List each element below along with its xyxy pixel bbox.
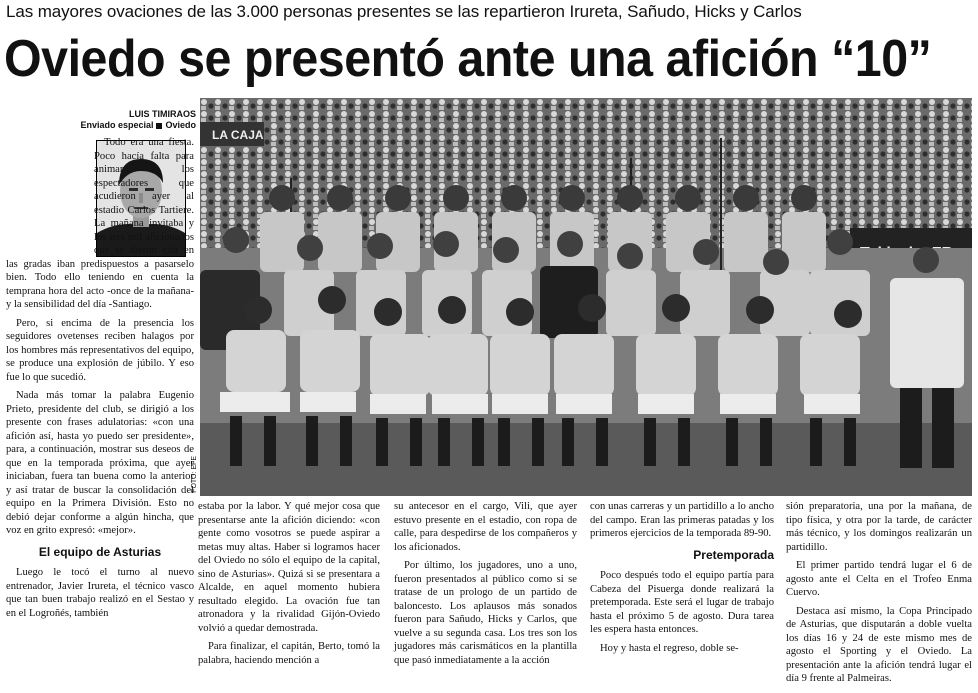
paragraph: Poco después todo el equipo partía para Cabeza del Pisuerga donde realizará la pretemporada. Este será el lugar de trabajo hasta el próximo 5 de agosto. Dura tarea les espera hasta entonces. [590,570,774,635]
team-photo [200,98,972,496]
column-3 [394,500,577,672]
column-4 [590,500,774,660]
paragraph: Destaca así mismo, la Copa Principado de Asturias, que disputarán a doble vuelta los días 16 y 24 de este mismo mes de agosto el Sporting y el Oviedo. La presentación ante la afición tendrá lugar el día 9 frente al Palmeiras. [786,605,972,684]
paragraph: con unas carreras y un partidillo a lo ancho del campo. Eran las primeras patadas y los primeros ejercicios de la temporada 89-90. [590,501,774,539]
paragraph: Por último, los jugadores, uno a uno, fueron presentados al público como si se tratase de un prologo de un partido de baloncesto. Los aplausos más sonados fueron para Sañudo, Hicks y Carlos, que vuelve a su segunda casa. Los tres son los jugadores más carismáticos en la plantilla que pasó inmediatamente a la acción [394,560,577,666]
paragraph: El primer partido tendrá lugar el 6 de agosto ante el Celta en el Trofeo Enma Cuervo. [786,560,972,598]
byline-author: LUIS TIMIRAOS [129,109,196,119]
paragraph: Para finalizar, el capitán, Berto, tomó la palabra, haciendo mención a [198,641,380,666]
subhead: Pretemporada [693,547,774,562]
column-5 [786,500,972,691]
subhead: El equipo de Asturias [38,544,162,559]
paragraph: Pero, si encima de la presencia los seguidores ovetenses reciben halagos por los hombres más representativos del equipo, se produce una explosión de júbilo. Y eso fue lo que sucedió. [6,317,194,383]
paragraph: Hoy y hasta el regreso, doble se- [600,642,739,654]
column-2 [198,500,380,672]
photo-credit: FOTO: EFE [191,456,198,493]
headline: Oviedo se presentó ante una afición “10” [4,30,932,88]
paragraph: su antecesor en el cargo, Vili, que ayer estuvo presente en el estadio, con ropa de calle, para despedirse de los compañeros y los aficionados. [394,501,577,553]
paragraph: sión preparatoria, una por la mañana, de tipo física, y otra por la tarde, de carácter más técnico, y los domingos realizarán un partidillo. [786,501,972,553]
kicker: Las mayores ovaciones de las 3.000 personas presentes se las repartieron Irureta, Sañudo, Hicks y Carlos [6,2,802,21]
byline [70,109,196,131]
paragraph: Todo era una fiesta. Poco hacía falta para animar a los espectadores que acudieron ayer al estadio Carlos Tartiere. La mañana invitaba y los tres mil aficionados que se dieron cita en las gradas iban predispuestos a pasarselo bien. Todo ello teniendo en cuenta la temprana hora del acto -once de la mañana- y la sensibilidad del día -Santiago. [6,137,194,310]
stadium-sign-left: LA CAJA [212,128,264,142]
paragraph: estaba por la labor. Y qué mejor cosa que presentarse ante la afición diciendo: «con gente como vosotros se puede aspirar a metas muy altas. Haber si logramos hacer del Oviedo no sólo el equipo de la capital, sino de Asturias». Quizá si se presentara a Alcalde, en aquel momento hubiera resultado elegido. La ovación fue tan atronadora y la rivalidad Gijón-Oviedo volvió a quedar demostrada. [198,501,380,634]
byline-role: Enviado especial [80,120,154,130]
square-bullet-icon [156,123,162,129]
column-1 [6,136,194,625]
byline-place: Oviedo [165,120,196,130]
paragraph: Nada más tomar la palabra Eugenio Prieto, presidente del club, se dirigió a los presente con frases adulatorias: «con una afición así, hasta yo puedo ser presidente», para, a continuación, mostrar sus deseos de que en la temporada próxima, que ayer iniciaban, fuera tan buena como la anterior y así tratar de buscar la consolidación del equipo en la Primera División. Esto no debió dejar conforme a algún hincha, que voz en grito expresó: «mejor». [6,390,194,536]
paragraph: Luego le tocó el turno al nuevo entrenador, Javier Irureta, el técnico vasco que tan buen trabajo realizó en el Sestao y en el Logroñés, también [6,567,194,619]
